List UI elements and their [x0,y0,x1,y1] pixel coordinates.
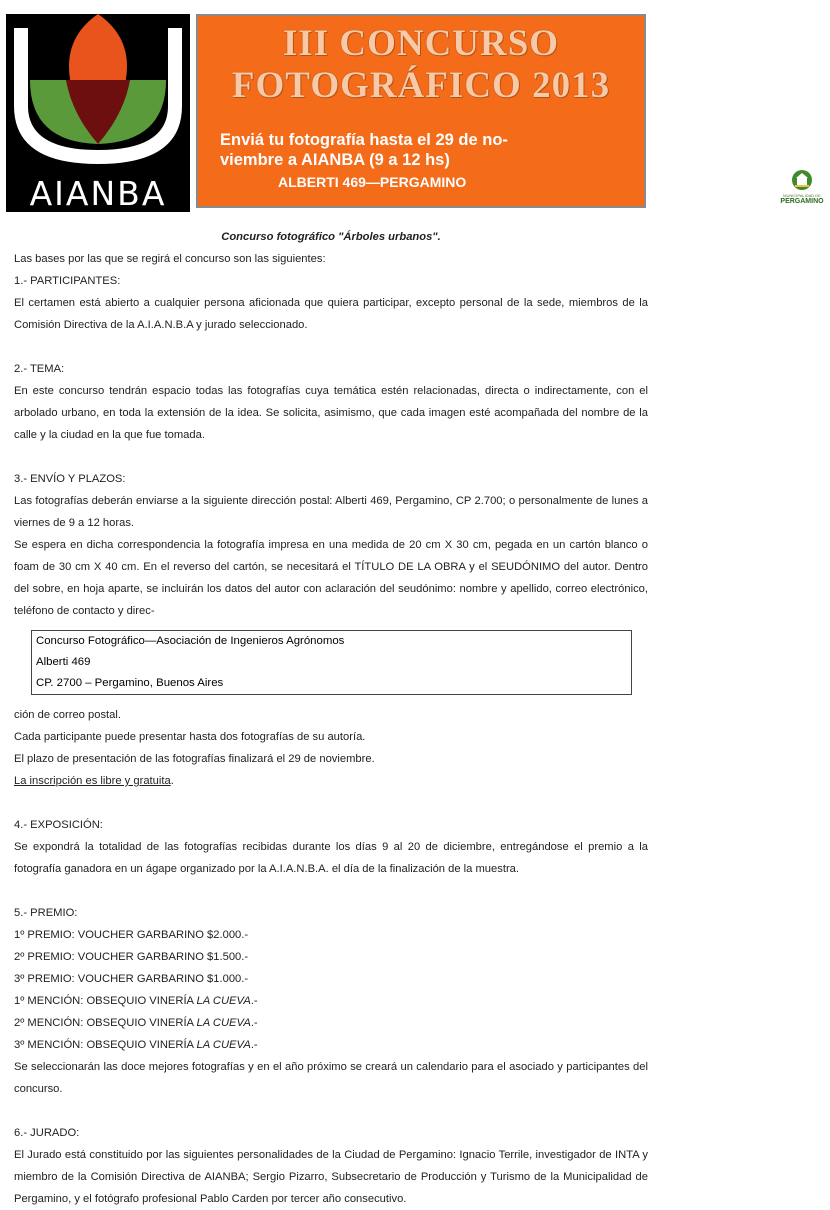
section-heading-participantes: 1.- PARTICIPANTES: [14,275,121,287]
section-heading-tema: 2.- TEMA: [14,363,65,375]
prize-3: 3º PREMIO: VOUCHER GARBARINO $1.000.- [14,973,249,985]
banner-subtitle-line-2: viembre a AIANBA (9 a 12 hs) [220,151,450,169]
intro-text: Las bases por las que se regirá el concurso son las siguientes: [14,253,326,265]
inscription-free-text: La inscripción es libre y gratuita [14,775,171,787]
section-text-exposicion: Se expondrá la totalidad de las fotografías recibidas durante los días 9 al 20 de diciembre, entregándose el premio a la fotografía ganadora en un ágape organizado por la A.I.A.N.B.A. el día de la finalización de la muestra. [14,841,648,875]
municipalidad-label: MUNICIPALIDAD DE [783,193,821,198]
prize-1: 1º PREMIO: VOUCHER GARBARINO $2.000.- [14,929,249,941]
banner-title-line-2: FOTOGRÁFICO 2013 [231,65,611,106]
postal-address-box [31,630,632,695]
address-line-2: Alberti 469 [36,656,91,668]
envio-text-4: Cada participante puede presentar hasta dos fotografías de su autoría. [14,731,366,743]
section-heading-jurado: 6.- JURADO: [14,1127,80,1139]
mention-3 [14,1034,648,1056]
mention-1-end: .- [250,995,258,1007]
mention-3-store: LA CUEVA [196,1039,251,1051]
mention-1-store: LA CUEVA [196,995,251,1007]
section-heading-premio: 5.- PREMIO: [14,907,78,919]
logo-text: AIANBA [29,174,167,213]
section-heading-exposicion: 4.- EXPOSICIÓN: [14,819,103,831]
header [0,0,824,214]
banner-title-line-1: III CONCURSO [282,23,560,64]
inscription-period: . [170,775,174,787]
mention-2 [14,1012,648,1034]
section-text-tema: En este concurso tendrán espacio todas las fotografías cuya temática estén relacionadas, directa o indirectamente, con el arbolado urbano, en toda la extensión de la idea. Se solicita, asimismo, que cada imagen esté acompañada del nombre de la calle y la ciudad en la que fue tomada. [14,385,648,441]
banner-subtitle-line-1: Enviá tu fotografía hasta el 29 de no- [220,131,508,149]
mention-2-label: 2º MENCIÓN: OBSEQUIO VINERÍA [14,1017,197,1029]
mention-3-end: .- [250,1039,258,1051]
municipal-seal-icon [791,169,813,191]
inscription-note [14,770,648,792]
municipalidad-logo [774,166,830,210]
mention-2-store: LA CUEVA [196,1017,251,1029]
address-line-3: CP. 2700 – Pergamino, Buenos Aires [36,677,224,689]
envio-text-1: Las fotografías deberán enviarse a la siguiente dirección postal: Alberti 469, Pergamino, CP 2.700; o personalmente de lunes a viernes de 9 a 12 horas. [14,495,648,529]
address-line-1: Concurso Fotográfico—Asociación de Ingenieros Agrónomos [36,635,345,647]
mention-1-label: 1º MENCIÓN: OBSEQUIO VINERÍA [14,995,197,1007]
contest-banner [196,14,824,208]
section-text-jurado: El Jurado está constituido por las siguientes personalidades de la Ciudad de Pergamino: Ignacio Terrile, investigador de INTA y miembro de la Comisión Directiva de AIANBA; Sergio Pizarro, Subsecretario de Producción y Turismo de la Municipalidad de Pergamino, y el fotógrafo profesional Pablo Carden por tercer año consecutivo. [14,1149,648,1205]
section-heading-envio: 3.- ENVÍO Y PLAZOS: [14,473,126,485]
envio-text-5: El plazo de presentación de las fotografías finalizará el 29 de noviembre. [14,753,375,765]
prize-2: 2º PREMIO: VOUCHER GARBARINO $1.500.- [14,951,249,963]
mention-3-label: 3º MENCIÓN: OBSEQUIO VINERÍA [14,1039,197,1051]
aianba-logo [6,14,190,212]
document-title: Concurso fotográfico "Árboles urbanos". [221,231,441,243]
calendar-note: Se seleccionarán las doce mejores fotografías y en el año próximo se creará un calendario para el asociado y participantes del concurso. [14,1061,648,1095]
banner-address: ALBERTI 469—PERGAMINO [278,174,467,190]
envio-text-3: ción de correo postal. [14,709,121,721]
contest-rules [14,226,648,1210]
mention-1 [14,990,648,1012]
section-text-participantes: El certamen está abierto a cualquier persona aficionada que quiera participar, excepto personal de la sede, miembros de la Comisión Directiva de la A.I.A.N.B.A y jurado seleccionado. [14,297,648,331]
mention-2-end: .- [250,1017,258,1029]
pergamino-label: PERGAMINO [780,198,824,205]
envio-text-2: Se espera en dicha correspondencia la fotografía impresa en una medida de 20 cm X 30 cm, pegada en un cartón blanco o foam de 30 cm X 40 cm. En el reverso del cartón, se necesitará el TÍTULO DE LA OBRA y el SEUDÓNIMO del autor. Dentro del sobre, en hoja aparte, se incluirán los datos del autor con aclaración del seudónimo: nombre y apellido, correo electrónico, teléfono de contacto y direc- [14,539,648,617]
